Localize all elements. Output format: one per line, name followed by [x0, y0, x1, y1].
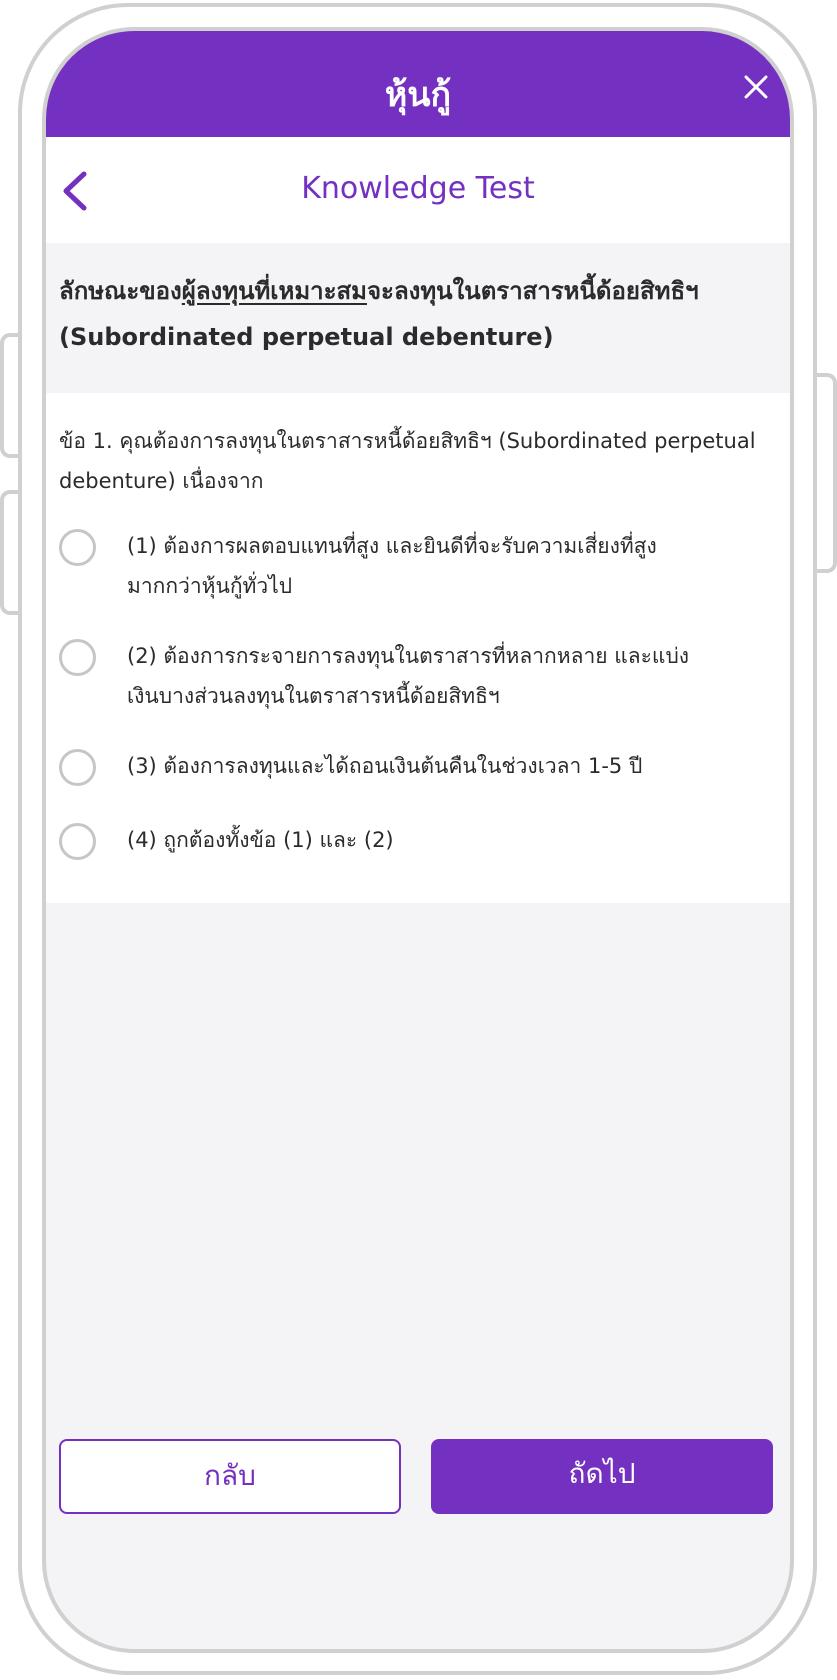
topic-heading-underlined: ผู้ลงทุนที่เหมาะสม [181, 277, 367, 305]
header-title: หุ้นกู้ [384, 75, 452, 115]
phone-screen [42, 27, 794, 1653]
answer-option-label: (3) ต้องการลงทุนและได้ถอนเงินต้นคืนในช่วงเวลา 1-5 ปี [127, 754, 643, 778]
topic-heading [59, 268, 770, 314]
topic-heading-part: จะลงทุนในตราสารหนี้ด้อยสิทธิฯ [366, 277, 699, 305]
question-card [46, 393, 790, 903]
sub-header [46, 137, 790, 243]
radio-button[interactable] [59, 749, 96, 786]
radio-button[interactable] [59, 639, 96, 676]
answer-option-label: (2) ต้องการกระจายการลงทุนในตราสารที่หลากหลาย และแบ่งเงินบางส่วนลงทุนในตราสารหนี้ด้อยสิทธิฯ [127, 644, 690, 708]
close-icon[interactable] [740, 71, 772, 103]
back-button[interactable]: กลับ [59, 1439, 401, 1514]
app-header [46, 31, 790, 137]
radio-button[interactable] [59, 529, 96, 566]
answer-option-label: (1) ต้องการผลตอบแทนที่สูง และยินดีที่จะรับความเสี่ยงที่สูงมากกว่าหุ้นกู้ทั่วไป [127, 534, 657, 598]
question-text: ข้อ 1. คุณต้องการลงทุนในตราสารหนี้ด้อยสิทธิฯ (Subordinated perpetual debenture) เนื่องจาก [59, 429, 756, 493]
topic-section [46, 243, 790, 393]
answer-option-label: (4) ถูกต้องทั้งข้อ (1) และ (2) [127, 828, 394, 852]
topic-heading-english: (Subordinated perpetual debenture) [59, 323, 554, 351]
radio-button[interactable] [59, 823, 96, 860]
topic-heading-part: ลักษณะของ [59, 277, 182, 305]
next-button[interactable]: ถัดไป [431, 1439, 773, 1514]
page-title: Knowledge Test [301, 171, 535, 206]
